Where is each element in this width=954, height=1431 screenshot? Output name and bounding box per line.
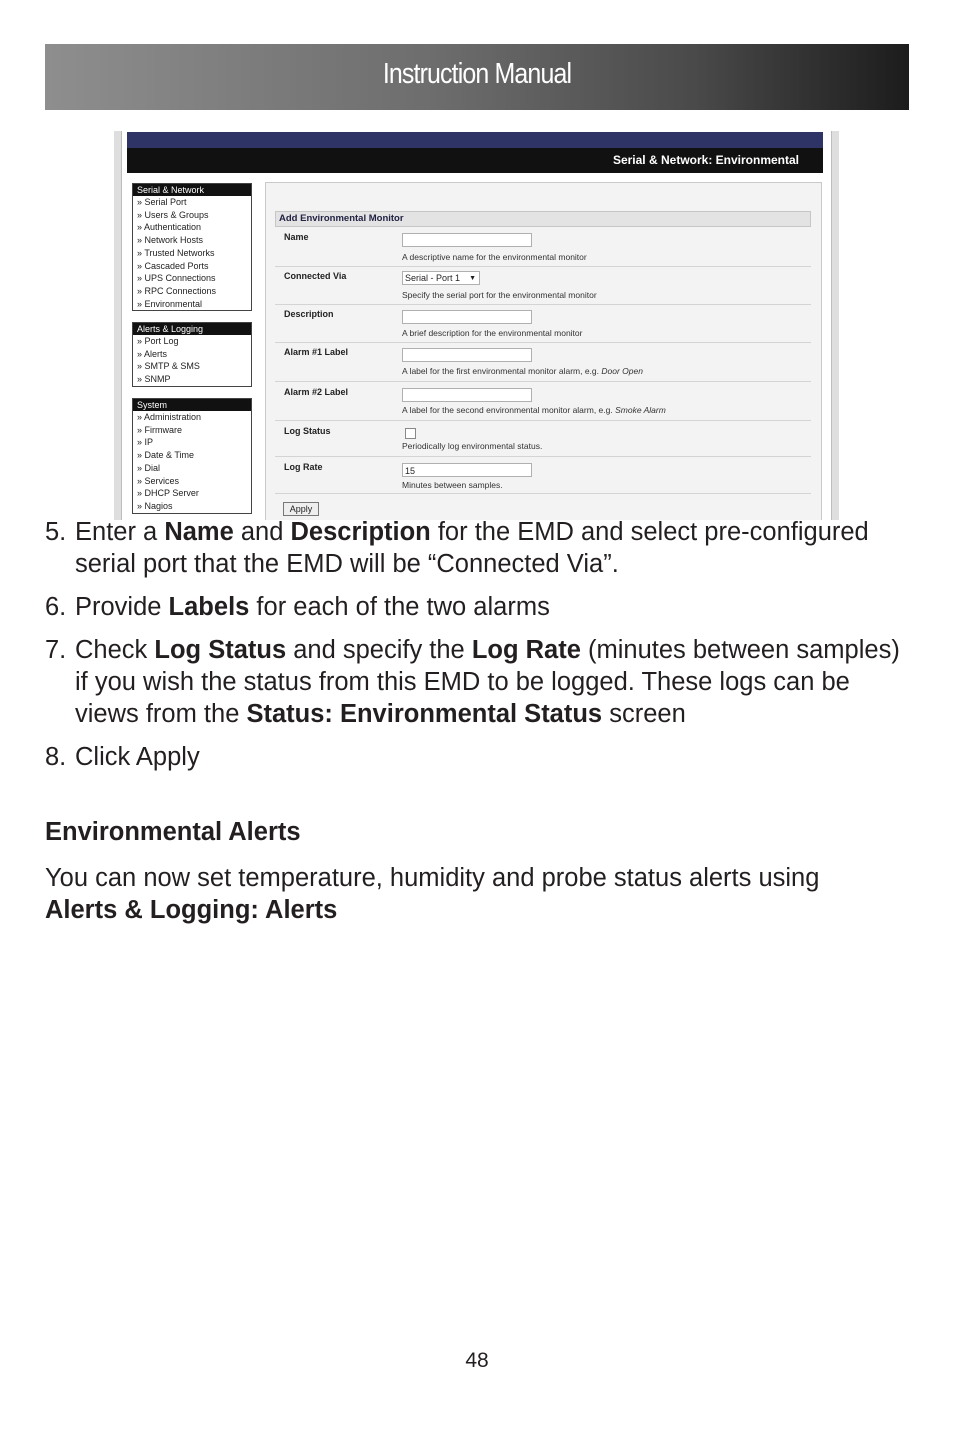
step-number: 6.	[45, 593, 67, 621]
page-number: 48	[465, 1349, 489, 1372]
name-help: A descriptive name for the environmental monitor	[402, 252, 587, 262]
nav-heading: Serial & Network	[133, 184, 251, 196]
nav-link[interactable]: » DHCP Server	[137, 488, 199, 499]
screen-title: Serial & Network: Environmental	[612, 153, 799, 167]
alarm1-input[interactable]	[402, 348, 532, 362]
alarm1-help: A label for the first environmental monitor alarm, e.g. Door Open	[402, 366, 643, 376]
alarm2-label: Alarm #2 Label	[284, 387, 349, 397]
alarm2-help: A label for the second environmental monitor alarm, e.g. Smoke Alarm	[402, 405, 666, 415]
ui-screenshot	[114, 131, 839, 520]
nav-link[interactable]: » Users & Groups	[137, 209, 209, 220]
log-status-label: Log Status	[284, 426, 331, 436]
step-7: 7. Check Log Status and specify the Log Rate (minutes between samples) if you wish the status from this EMD to be logged. These logs can be views from the Status: Environmental Status screen	[45, 636, 900, 728]
form-row-alarm1	[275, 343, 811, 382]
name-label: Name	[284, 232, 309, 242]
step-number: 7.	[45, 636, 67, 664]
nav-link[interactable]: » Alerts	[137, 348, 168, 359]
alarm2-input[interactable]	[402, 388, 532, 402]
form-row-connected-via	[275, 267, 811, 305]
nav-link[interactable]: » Firmware	[137, 424, 183, 435]
nav-link[interactable]: » SNMP	[137, 374, 171, 385]
nav-link[interactable]: » Date & Time	[137, 450, 195, 461]
nav-heading: System	[133, 399, 251, 411]
chevron-down-icon: ▼	[469, 275, 476, 282]
step-number: 5.	[45, 518, 67, 546]
section-heading: Environmental Alerts	[45, 818, 301, 846]
nav-link[interactable]: » Cascaded Ports	[137, 260, 209, 271]
apply-button[interactable]: Apply	[283, 502, 319, 516]
nav-link[interactable]: » Dial	[137, 462, 161, 473]
nav-link[interactable]: » Nagios	[137, 500, 173, 511]
nav-link[interactable]: » Serial Port	[137, 197, 187, 207]
nav-system	[132, 398, 252, 514]
log-status-checkbox[interactable]	[405, 428, 416, 439]
step-8: 8. Click Apply	[45, 743, 200, 771]
nav-heading: Alerts & Logging	[133, 323, 251, 335]
step-5: 5. Enter a Name and Description for the EMD and select pre-configured serial port that the EMD will be “Connected Via”.	[45, 518, 869, 578]
description-label: Description	[284, 309, 334, 319]
nav-link[interactable]: » Environmental	[137, 298, 203, 309]
description-input[interactable]	[402, 310, 532, 324]
name-input[interactable]	[402, 233, 532, 247]
nav-link[interactable]: » UPS Connections	[137, 273, 216, 284]
log-rate-input[interactable]: 15	[402, 463, 532, 477]
log-rate-label: Log Rate	[284, 462, 323, 472]
log-rate-help: Minutes between samples.	[402, 480, 503, 490]
step-6: 6. Provide Labels for each of the two alarms	[45, 593, 550, 621]
log-status-help: Periodically log environmental status.	[402, 441, 543, 451]
form-panel	[265, 182, 822, 520]
form-row-log-rate	[275, 457, 811, 494]
form-header	[275, 211, 811, 227]
nav-link[interactable]: » IP	[137, 437, 154, 448]
nav-link[interactable]: » Administration	[137, 412, 202, 422]
step-number: 8.	[45, 743, 67, 771]
nav-link[interactable]: » Trusted Networks	[137, 247, 215, 258]
form-row-description	[275, 305, 811, 343]
connected-via-select[interactable]	[402, 271, 480, 285]
connected-via-label: Connected Via	[284, 271, 347, 281]
connected-via-help: Specify the serial port for the environmental monitor	[402, 290, 597, 300]
nav-serial-network	[132, 183, 252, 311]
form-header-label: Add Environmental Monitor	[279, 213, 404, 224]
nav-link[interactable]: » Port Log	[137, 336, 179, 346]
page-title: Instruction Manual	[382, 58, 572, 90]
nav-link[interactable]: » SMTP & SMS	[137, 361, 200, 372]
section-body: You can now set temperature, humidity and probe status alerts using Alerts & Logging: Alerts	[45, 864, 820, 924]
form-row-name	[275, 228, 811, 267]
description-help: A brief description for the environmental monitor	[402, 328, 583, 338]
nav-alerts-logging	[132, 322, 252, 387]
nav-link[interactable]: » Network Hosts	[137, 235, 204, 246]
header-bar	[45, 44, 909, 110]
nav-link[interactable]: » RPC Connections	[137, 285, 217, 296]
form-row-log-status	[275, 421, 811, 457]
nav-link[interactable]: » Services	[137, 475, 180, 486]
instruction-steps	[45, 516, 915, 784]
connected-via-value: Serial - Port 1	[405, 273, 461, 283]
nav-link[interactable]: » Authentication	[137, 222, 202, 233]
alarm1-label: Alarm #1 Label	[284, 347, 349, 357]
form-row-alarm2	[275, 382, 811, 421]
screen-title-bar	[127, 148, 823, 173]
